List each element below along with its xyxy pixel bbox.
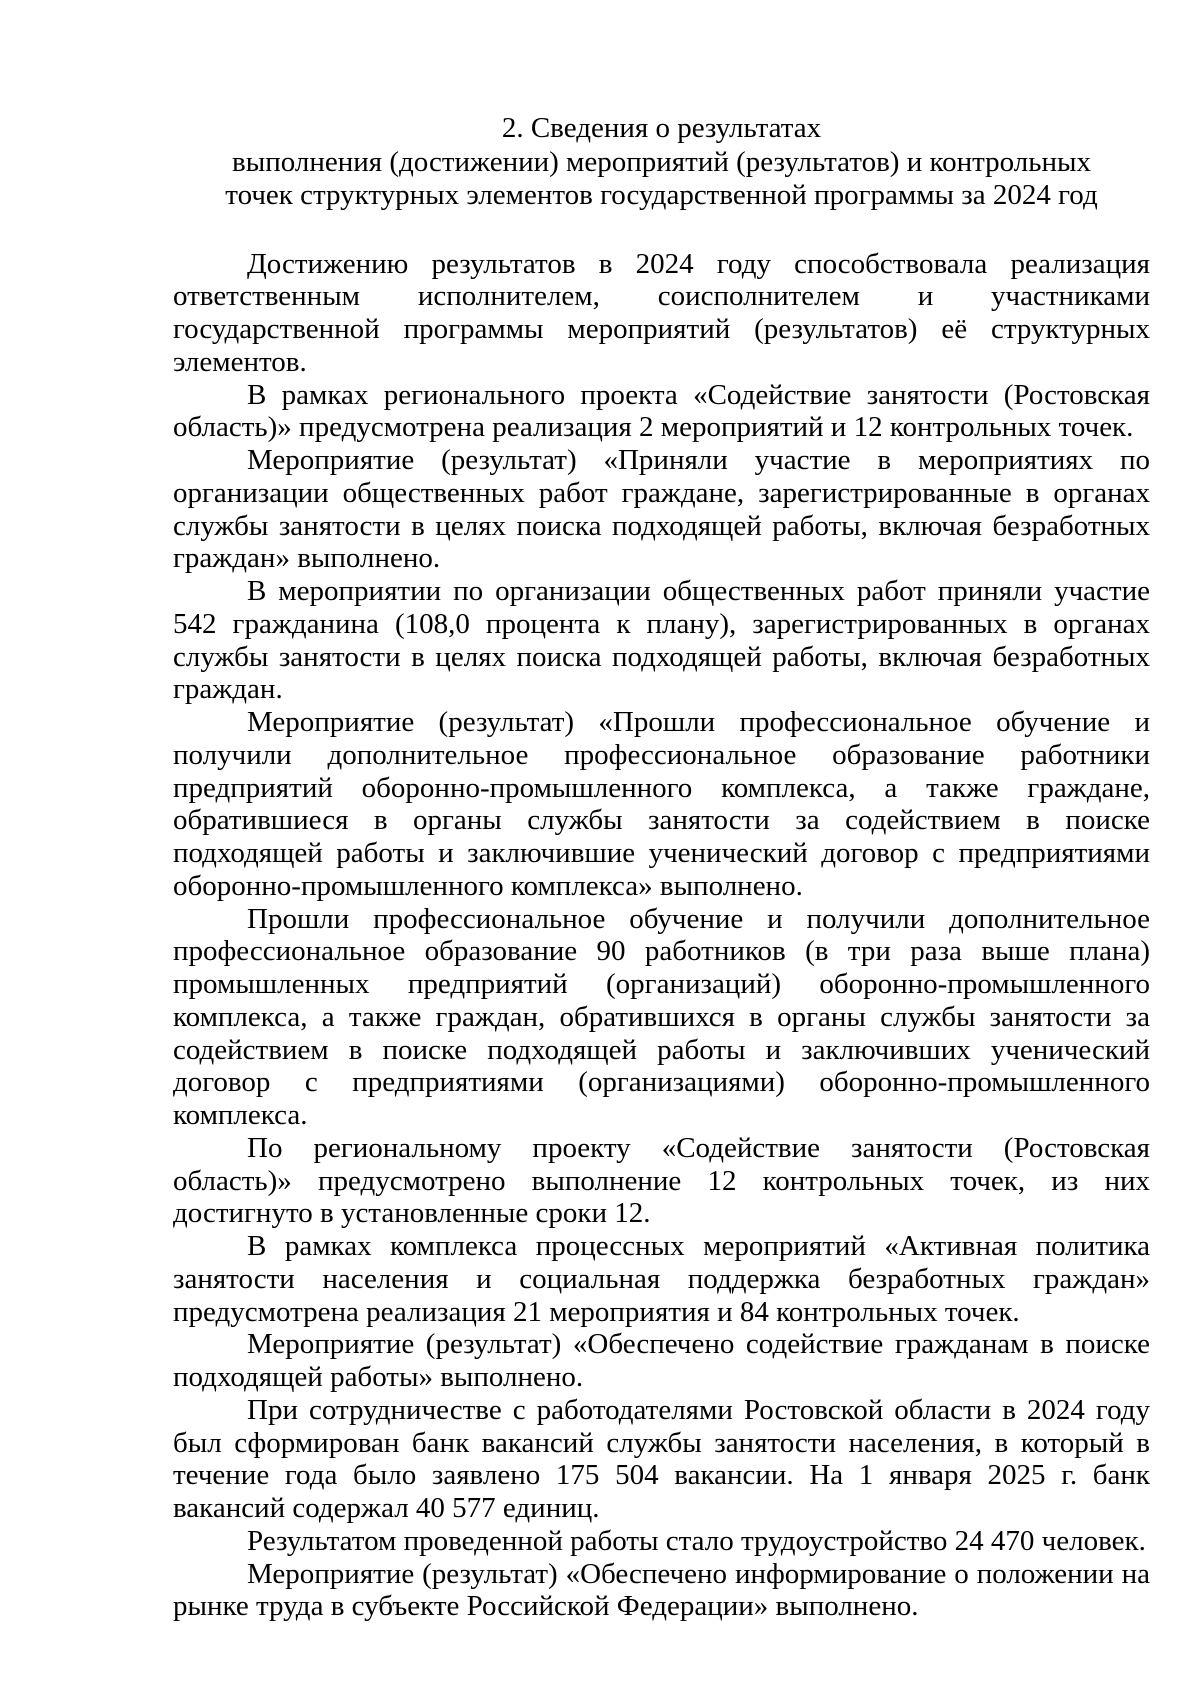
paragraph-6: Прошли профессиональное обучение и получили дополнительное профессиональное образование 90 работников (в три раза выше плана) промышленных предприятий (организаций) оборонно-промышленного комплекса, а также граждан, обратившихся в органы службы занятости за содействием в поиске подходящей работы и заключивших ученический договор с предприятиями (организациями) оборонно-промышленного комплекса. xyxy=(173,902,1150,1131)
paragraph-9: Мероприятие (результат) «Обеспечено содействие гражданам в поиске подходящей работы» выполнено. xyxy=(173,1328,1150,1393)
paragraph-12: Мероприятие (результат) «Обеспечено информирование о положении на рынке труда в субъекте Российской Федерации» выполнено. xyxy=(173,1557,1150,1623)
paragraph-2: В рамках регионального проекта «Содействие занятости (Ростовская область)» предусмотрена реализация 2 мероприятий и 12 контрольных точек. xyxy=(173,378,1150,444)
heading-line-3: точек структурных элементов государственной программы за 2024 год xyxy=(225,179,1098,211)
paragraph-11: Результатом проведенной работы стало трудоустройство 24 470 человек. xyxy=(247,1524,1146,1557)
paragraph-10: При сотрудничестве с работодателями Ростовской области в 2024 году был сформирован банк вакансий службы занятости населения, в который в течение года было заявлено 175 504 вакансии. На 1 января 2025 г. банк вакансий содержал 40 577 единиц. xyxy=(173,1393,1150,1524)
paragraph-5: Мероприятие (результат) «Прошли профессиональное обучение и получили дополнительное профессиональное образование работники предприятий оборонно-промышленного комплекса, а также граждане, обратившиеся в органы службы занятости за содействием в поиске подходящей работы и заключившие ученический договор с предприятиями оборонно-промышленного комплекса» выполнено. xyxy=(173,706,1150,902)
paragraph-8: В рамках комплекса процессных мероприятий «Активная политика занятости населения и социальная поддержка безработных граждан» предусмотрена реализация 21 мероприятия и 84 контрольных точек. xyxy=(173,1230,1150,1328)
heading-line-2: выполнения (достижении) мероприятий (результатов) и контрольных xyxy=(232,145,1091,178)
document-page xyxy=(173,112,1150,1623)
paragraph-4: В мероприятии по организации общественных работ приняли участие 542 гражданина (108,0 процента к плану), зарегистрированных в органах службы занятости в целях поиска подходящей работы, включая безработных граждан. xyxy=(173,575,1150,706)
paragraph-1: Достижению результатов в 2024 году способствовала реализация ответственным исполнителем, соисполнителем и участниками государственной программы мероприятий (результатов) её структурных элементов. xyxy=(173,247,1150,378)
paragraph-7: По региональному проекту «Содействие занятости (Ростовская область)» предусмотрено выполнение 12 контрольных точек, из них достигнуто в установленные сроки 12. xyxy=(173,1131,1150,1230)
section-heading xyxy=(173,112,1150,213)
document-body xyxy=(173,248,1150,1624)
paragraph-3: Мероприятие (результат) «Приняли участие в мероприятиях по организации общественных работ граждане, зарегистрированные в органах службы занятости в целях поиска подходящей работы, включая безработных граждан» выполнено. xyxy=(173,444,1150,575)
heading-line-1: 2. Сведения о результатах xyxy=(501,112,822,144)
